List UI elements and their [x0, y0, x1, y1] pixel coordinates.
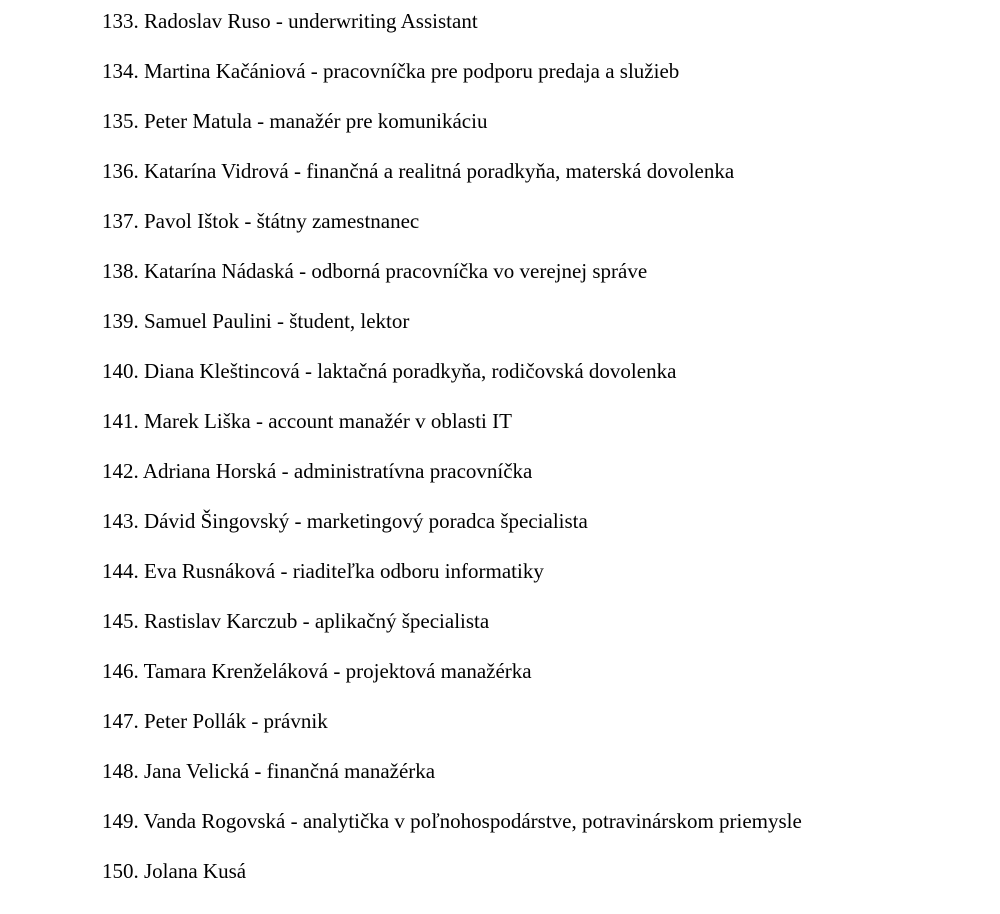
- list-item: 148. Jana Velická - finančná manažérka: [102, 759, 436, 783]
- list-item: 138. Katarína Nádaská - odborná pracovníčka vo verejnej správe: [102, 259, 648, 283]
- list-item: 146. Tamara Krenželáková - projektová manažérka: [102, 659, 532, 683]
- list-item: 150. Jolana Kusá: [102, 859, 247, 883]
- list-item: 136. Katarína Vidrová - finančná a realitná poradkyňa, materská dovolenka: [102, 159, 735, 183]
- list-item: 135. Peter Matula - manažér pre komunikáciu: [102, 109, 488, 133]
- list-item: 147. Peter Pollák - právnik: [102, 709, 328, 733]
- list-item: 143. Dávid Šingovský - marketingový poradca špecialista: [102, 509, 588, 533]
- list-item: 149. Vanda Rogovská - analytička v poľnohospodárstve, potravinárskom priemysle: [102, 809, 802, 833]
- list-item: 137. Pavol Ištok - štátny zamestnanec: [102, 209, 420, 233]
- list-item: 133. Radoslav Ruso - underwriting Assistant: [102, 9, 478, 33]
- list-item: 144. Eva Rusnáková - riaditeľka odboru informatiky: [102, 559, 544, 583]
- list-item: 142. Adriana Horská - administratívna pracovníčka: [102, 459, 533, 483]
- list-item: 139. Samuel Paulini - študent, lektor: [102, 309, 410, 333]
- list-item: 141. Marek Liška - account manažér v oblasti IT: [102, 409, 512, 433]
- person-list: [102, 11, 980, 882]
- list-item: 140. Diana Kleštincová - laktačná poradkyňa, rodičovská dovolenka: [102, 359, 677, 383]
- list-item: 145. Rastislav Karczub - aplikačný špecialista: [102, 609, 490, 633]
- list-item: 134. Martina Kačániová - pracovníčka pre podporu predaja a služieb: [102, 59, 680, 83]
